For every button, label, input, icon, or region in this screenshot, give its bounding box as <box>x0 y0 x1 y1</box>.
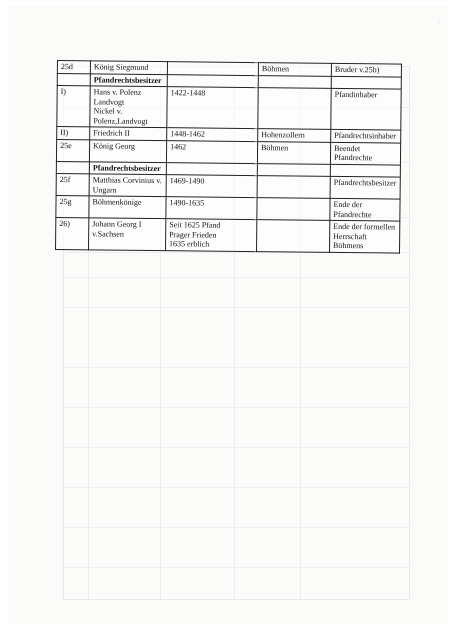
ruler-table-sheet <box>55 60 402 253</box>
reign-dates-line: Prager Frieden <box>169 229 217 240</box>
house <box>257 220 330 252</box>
reign-dates-line: 1635 erblich <box>169 239 210 249</box>
reign-dates <box>167 62 258 75</box>
house <box>258 88 331 130</box>
house <box>257 176 330 199</box>
row-number: 25e <box>56 139 89 161</box>
reign-dates: 1462 <box>166 140 257 163</box>
remark: Beendet Pfandrechte <box>330 142 400 165</box>
table-row <box>57 86 401 131</box>
ruler-name-line: Johann Georg I <box>92 219 142 229</box>
reign-dates <box>166 219 257 251</box>
row-number: II) <box>57 127 90 140</box>
house: Böhmen <box>257 141 330 164</box>
row-number: 25g <box>56 195 89 217</box>
rulers-table <box>55 60 402 253</box>
row-number: 25d <box>57 61 90 74</box>
remark-line: Ende der <box>333 199 363 210</box>
row-number <box>56 161 89 174</box>
row-number: I) <box>57 86 90 127</box>
ruler-name <box>89 174 166 197</box>
remark: Bruder v.25b) <box>331 63 401 76</box>
reign-dates: 1448-1462 <box>167 128 258 141</box>
ruler-name <box>89 218 166 250</box>
ruler-name-line: Hans v. Polenz Landvogt <box>93 87 142 107</box>
reign-dates-line: Seit 1625 Pfand <box>169 220 221 230</box>
house: Hohenzollern <box>258 129 331 142</box>
remark <box>330 220 400 252</box>
section-header: Pfandrechtsbesitzer <box>90 73 167 86</box>
table-row <box>56 217 400 252</box>
remark-line: Pfandrechte <box>333 209 372 219</box>
remark <box>330 198 400 221</box>
section-header: Pfandrechtsbesitzer <box>89 161 166 174</box>
ruler-name: Böhmenkönige <box>89 196 166 219</box>
remark: Pfandrechtsbesitzer <box>330 176 400 199</box>
ruler-name-line: v.Sachsen <box>92 228 124 239</box>
house <box>257 198 330 221</box>
corner-speck: · <box>438 20 440 26</box>
remark: Pfandinhaber <box>331 88 401 130</box>
row-number: 26) <box>56 217 89 249</box>
reign-dates: 1422-1448 <box>167 87 258 129</box>
ruler-name <box>90 86 167 128</box>
remark-line: Herrschaft Böhmens <box>333 231 367 251</box>
house: Böhmen <box>258 63 331 76</box>
ruler-name-line: Ungarn <box>92 184 117 195</box>
ruler-name: König Georg <box>89 139 166 162</box>
reign-dates: 1490-1635 <box>166 197 257 220</box>
ruler-name: König Siegmund <box>90 61 167 74</box>
ruler-name-line: Matthias Corvinius v. <box>92 175 162 186</box>
row-number <box>57 73 90 86</box>
ruler-name: Friedrich II <box>90 127 167 140</box>
ruler-name-line: Nickel v. Polenz,Landvogt <box>93 106 148 126</box>
remark-line: Ende der formellen <box>333 221 396 232</box>
reign-dates: 1469-1490 <box>166 175 257 198</box>
row-number: 25f <box>56 173 89 195</box>
remark: Pfandrechtsinhaber <box>331 129 401 142</box>
